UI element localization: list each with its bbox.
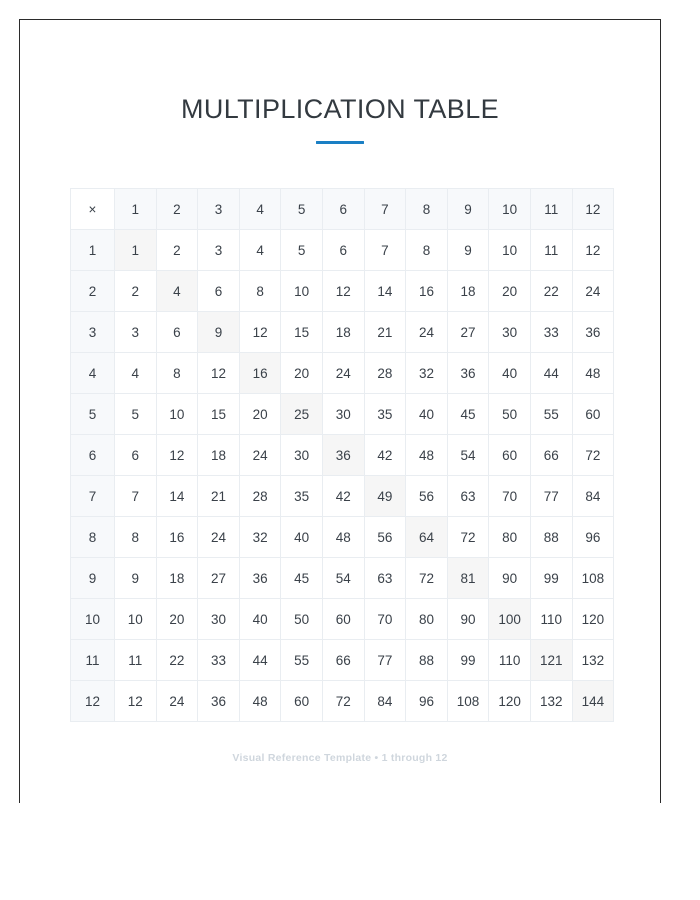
- product-cell-9x4: 36: [239, 558, 281, 599]
- product-cell-4x7: 28: [364, 353, 406, 394]
- product-cell-9x5: 45: [281, 558, 323, 599]
- product-cell-4x6: 24: [322, 353, 364, 394]
- product-cell-7x1: 7: [115, 476, 157, 517]
- product-cell-6x1: 6: [115, 435, 157, 476]
- product-cell-diagonal-10x10: 100: [489, 599, 531, 640]
- product-cell-4x8: 32: [406, 353, 448, 394]
- product-cell-8x10: 80: [489, 517, 531, 558]
- row-header-4: 4: [71, 353, 115, 394]
- table-row: [71, 681, 614, 722]
- product-cell-7x6: 42: [322, 476, 364, 517]
- product-cell-diagonal-5x5: 25: [281, 394, 323, 435]
- product-cell-11x8: 88: [406, 640, 448, 681]
- row-header-10: 10: [71, 599, 115, 640]
- product-cell-10x5: 50: [281, 599, 323, 640]
- product-cell-1x5: 5: [281, 230, 323, 271]
- product-cell-3x11: 33: [530, 312, 572, 353]
- product-cell-9x6: 54: [322, 558, 364, 599]
- title-accent-bar: [316, 141, 364, 144]
- product-cell-5x2: 10: [156, 394, 198, 435]
- product-cell-11x9: 99: [447, 640, 489, 681]
- product-cell-12x4: 48: [239, 681, 281, 722]
- product-cell-12x5: 60: [281, 681, 323, 722]
- product-cell-4x2: 8: [156, 353, 198, 394]
- row-header-7: 7: [71, 476, 115, 517]
- column-header-11: 11: [530, 189, 572, 230]
- product-cell-5x1: 5: [115, 394, 157, 435]
- row-header-9: 9: [71, 558, 115, 599]
- product-cell-2x1: 2: [115, 271, 157, 312]
- product-cell-diagonal-8x8: 64: [406, 517, 448, 558]
- product-cell-9x12: 108: [572, 558, 614, 599]
- product-cell-6x11: 66: [530, 435, 572, 476]
- product-cell-6x7: 42: [364, 435, 406, 476]
- product-cell-5x3: 15: [198, 394, 240, 435]
- product-cell-6x8: 48: [406, 435, 448, 476]
- product-cell-12x7: 84: [364, 681, 406, 722]
- product-cell-4x11: 44: [530, 353, 572, 394]
- table-row: [71, 271, 614, 312]
- product-cell-8x2: 16: [156, 517, 198, 558]
- product-cell-6x10: 60: [489, 435, 531, 476]
- product-cell-11x10: 110: [489, 640, 531, 681]
- product-cell-10x7: 70: [364, 599, 406, 640]
- table-row: [71, 312, 614, 353]
- product-cell-12x10: 120: [489, 681, 531, 722]
- product-cell-5x10: 50: [489, 394, 531, 435]
- product-cell-8x6: 48: [322, 517, 364, 558]
- product-cell-4x1: 4: [115, 353, 157, 394]
- product-cell-6x5: 30: [281, 435, 323, 476]
- multiplication-table: [70, 188, 614, 722]
- product-cell-9x11: 99: [530, 558, 572, 599]
- column-header-10: 10: [489, 189, 531, 230]
- row-header-6: 6: [71, 435, 115, 476]
- product-cell-diagonal-9x9: 81: [447, 558, 489, 599]
- product-cell-11x12: 132: [572, 640, 614, 681]
- product-cell-4x9: 36: [447, 353, 489, 394]
- product-cell-9x1: 9: [115, 558, 157, 599]
- product-cell-11x7: 77: [364, 640, 406, 681]
- column-header-7: 7: [364, 189, 406, 230]
- product-cell-3x9: 27: [447, 312, 489, 353]
- column-header-2: 2: [156, 189, 198, 230]
- product-cell-3x1: 3: [115, 312, 157, 353]
- table-row: [71, 476, 614, 517]
- product-cell-9x7: 63: [364, 558, 406, 599]
- product-cell-5x11: 55: [530, 394, 572, 435]
- row-header-8: 8: [71, 517, 115, 558]
- product-cell-10x12: 120: [572, 599, 614, 640]
- product-cell-5x9: 45: [447, 394, 489, 435]
- table-row: [71, 599, 614, 640]
- column-header-12: 12: [572, 189, 614, 230]
- row-header-2: 2: [71, 271, 115, 312]
- product-cell-8x4: 32: [239, 517, 281, 558]
- product-cell-7x5: 35: [281, 476, 323, 517]
- table-header-row: [71, 189, 614, 230]
- product-cell-3x12: 36: [572, 312, 614, 353]
- row-header-1: 1: [71, 230, 115, 271]
- product-cell-7x12: 84: [572, 476, 614, 517]
- product-cell-1x6: 6: [322, 230, 364, 271]
- row-header-3: 3: [71, 312, 115, 353]
- product-cell-5x8: 40: [406, 394, 448, 435]
- product-cell-2x6: 12: [322, 271, 364, 312]
- product-cell-2x8: 16: [406, 271, 448, 312]
- product-cell-7x9: 63: [447, 476, 489, 517]
- product-cell-11x1: 11: [115, 640, 157, 681]
- product-cell-7x4: 28: [239, 476, 281, 517]
- footer-note: Visual Reference Template • 1 through 12: [232, 752, 448, 764]
- product-cell-4x3: 12: [198, 353, 240, 394]
- product-cell-8x7: 56: [364, 517, 406, 558]
- product-cell-5x7: 35: [364, 394, 406, 435]
- product-cell-12x3: 36: [198, 681, 240, 722]
- product-cell-3x10: 30: [489, 312, 531, 353]
- table-row: [71, 230, 614, 271]
- column-header-6: 6: [322, 189, 364, 230]
- product-cell-3x2: 6: [156, 312, 198, 353]
- product-cell-1x11: 11: [530, 230, 572, 271]
- product-cell-6x4: 24: [239, 435, 281, 476]
- product-cell-3x7: 21: [364, 312, 406, 353]
- product-cell-9x2: 18: [156, 558, 198, 599]
- product-cell-2x4: 8: [239, 271, 281, 312]
- column-header-4: 4: [239, 189, 281, 230]
- product-cell-10x3: 30: [198, 599, 240, 640]
- table-row: [71, 353, 614, 394]
- row-header-12: 12: [71, 681, 115, 722]
- product-cell-1x4: 4: [239, 230, 281, 271]
- product-cell-8x9: 72: [447, 517, 489, 558]
- product-cell-5x12: 60: [572, 394, 614, 435]
- product-cell-2x5: 10: [281, 271, 323, 312]
- product-cell-8x5: 40: [281, 517, 323, 558]
- product-cell-2x10: 20: [489, 271, 531, 312]
- product-cell-12x9: 108: [447, 681, 489, 722]
- product-cell-6x9: 54: [447, 435, 489, 476]
- product-cell-9x8: 72: [406, 558, 448, 599]
- product-cell-5x6: 30: [322, 394, 364, 435]
- column-header-9: 9: [447, 189, 489, 230]
- product-cell-10x11: 110: [530, 599, 572, 640]
- product-cell-diagonal-3x3: 9: [198, 312, 240, 353]
- product-cell-12x1: 12: [115, 681, 157, 722]
- product-cell-10x1: 10: [115, 599, 157, 640]
- product-cell-7x11: 77: [530, 476, 572, 517]
- product-cell-1x3: 3: [198, 230, 240, 271]
- product-cell-10x8: 80: [406, 599, 448, 640]
- product-cell-12x6: 72: [322, 681, 364, 722]
- product-cell-6x12: 72: [572, 435, 614, 476]
- product-cell-3x8: 24: [406, 312, 448, 353]
- product-cell-7x3: 21: [198, 476, 240, 517]
- product-cell-2x3: 6: [198, 271, 240, 312]
- product-cell-5x4: 20: [239, 394, 281, 435]
- product-cell-8x12: 96: [572, 517, 614, 558]
- product-cell-diagonal-11x11: 121: [530, 640, 572, 681]
- product-cell-10x4: 40: [239, 599, 281, 640]
- table-header: [71, 189, 614, 230]
- product-cell-10x9: 90: [447, 599, 489, 640]
- product-cell-4x12: 48: [572, 353, 614, 394]
- table-row: [71, 558, 614, 599]
- column-header-8: 8: [406, 189, 448, 230]
- table-row: [71, 394, 614, 435]
- product-cell-3x5: 15: [281, 312, 323, 353]
- table-body: [71, 230, 614, 722]
- product-cell-12x8: 96: [406, 681, 448, 722]
- product-cell-11x5: 55: [281, 640, 323, 681]
- product-cell-6x2: 12: [156, 435, 198, 476]
- product-cell-12x11: 132: [530, 681, 572, 722]
- product-cell-3x4: 12: [239, 312, 281, 353]
- product-cell-diagonal-4x4: 16: [239, 353, 281, 394]
- product-cell-7x10: 70: [489, 476, 531, 517]
- product-cell-7x2: 14: [156, 476, 198, 517]
- row-header-5: 5: [71, 394, 115, 435]
- table-row: [71, 640, 614, 681]
- product-cell-1x12: 12: [572, 230, 614, 271]
- product-cell-1x8: 8: [406, 230, 448, 271]
- product-cell-diagonal-1x1: 1: [115, 230, 157, 271]
- row-header-11: 11: [71, 640, 115, 681]
- product-cell-3x6: 18: [322, 312, 364, 353]
- product-cell-4x5: 20: [281, 353, 323, 394]
- product-cell-8x3: 24: [198, 517, 240, 558]
- product-cell-diagonal-2x2: 4: [156, 271, 198, 312]
- product-cell-diagonal-7x7: 49: [364, 476, 406, 517]
- product-cell-6x3: 18: [198, 435, 240, 476]
- product-cell-1x7: 7: [364, 230, 406, 271]
- product-cell-2x11: 22: [530, 271, 572, 312]
- column-header-3: 3: [198, 189, 240, 230]
- product-cell-11x4: 44: [239, 640, 281, 681]
- product-cell-9x10: 90: [489, 558, 531, 599]
- product-cell-1x9: 9: [447, 230, 489, 271]
- product-cell-11x3: 33: [198, 640, 240, 681]
- product-cell-2x9: 18: [447, 271, 489, 312]
- product-cell-diagonal-6x6: 36: [322, 435, 364, 476]
- page-title: MULTIPLICATION TABLE: [180, 94, 500, 124]
- product-cell-8x11: 88: [530, 517, 572, 558]
- product-cell-4x10: 40: [489, 353, 531, 394]
- column-header-5: 5: [281, 189, 323, 230]
- multiplication-table-container: [70, 188, 614, 722]
- product-cell-12x2: 24: [156, 681, 198, 722]
- product-cell-diagonal-12x12: 144: [572, 681, 614, 722]
- product-cell-11x2: 22: [156, 640, 198, 681]
- corner-cell-multiply-symbol: ×: [71, 189, 115, 230]
- product-cell-1x10: 10: [489, 230, 531, 271]
- table-row: [71, 517, 614, 558]
- table-row: [71, 435, 614, 476]
- product-cell-10x2: 20: [156, 599, 198, 640]
- product-cell-10x6: 60: [322, 599, 364, 640]
- product-cell-2x12: 24: [572, 271, 614, 312]
- product-cell-8x1: 8: [115, 517, 157, 558]
- product-cell-2x7: 14: [364, 271, 406, 312]
- product-cell-9x3: 27: [198, 558, 240, 599]
- title-block: [19, 96, 661, 144]
- product-cell-7x8: 56: [406, 476, 448, 517]
- product-cell-11x6: 66: [322, 640, 364, 681]
- product-cell-1x2: 2: [156, 230, 198, 271]
- column-header-1: 1: [115, 189, 157, 230]
